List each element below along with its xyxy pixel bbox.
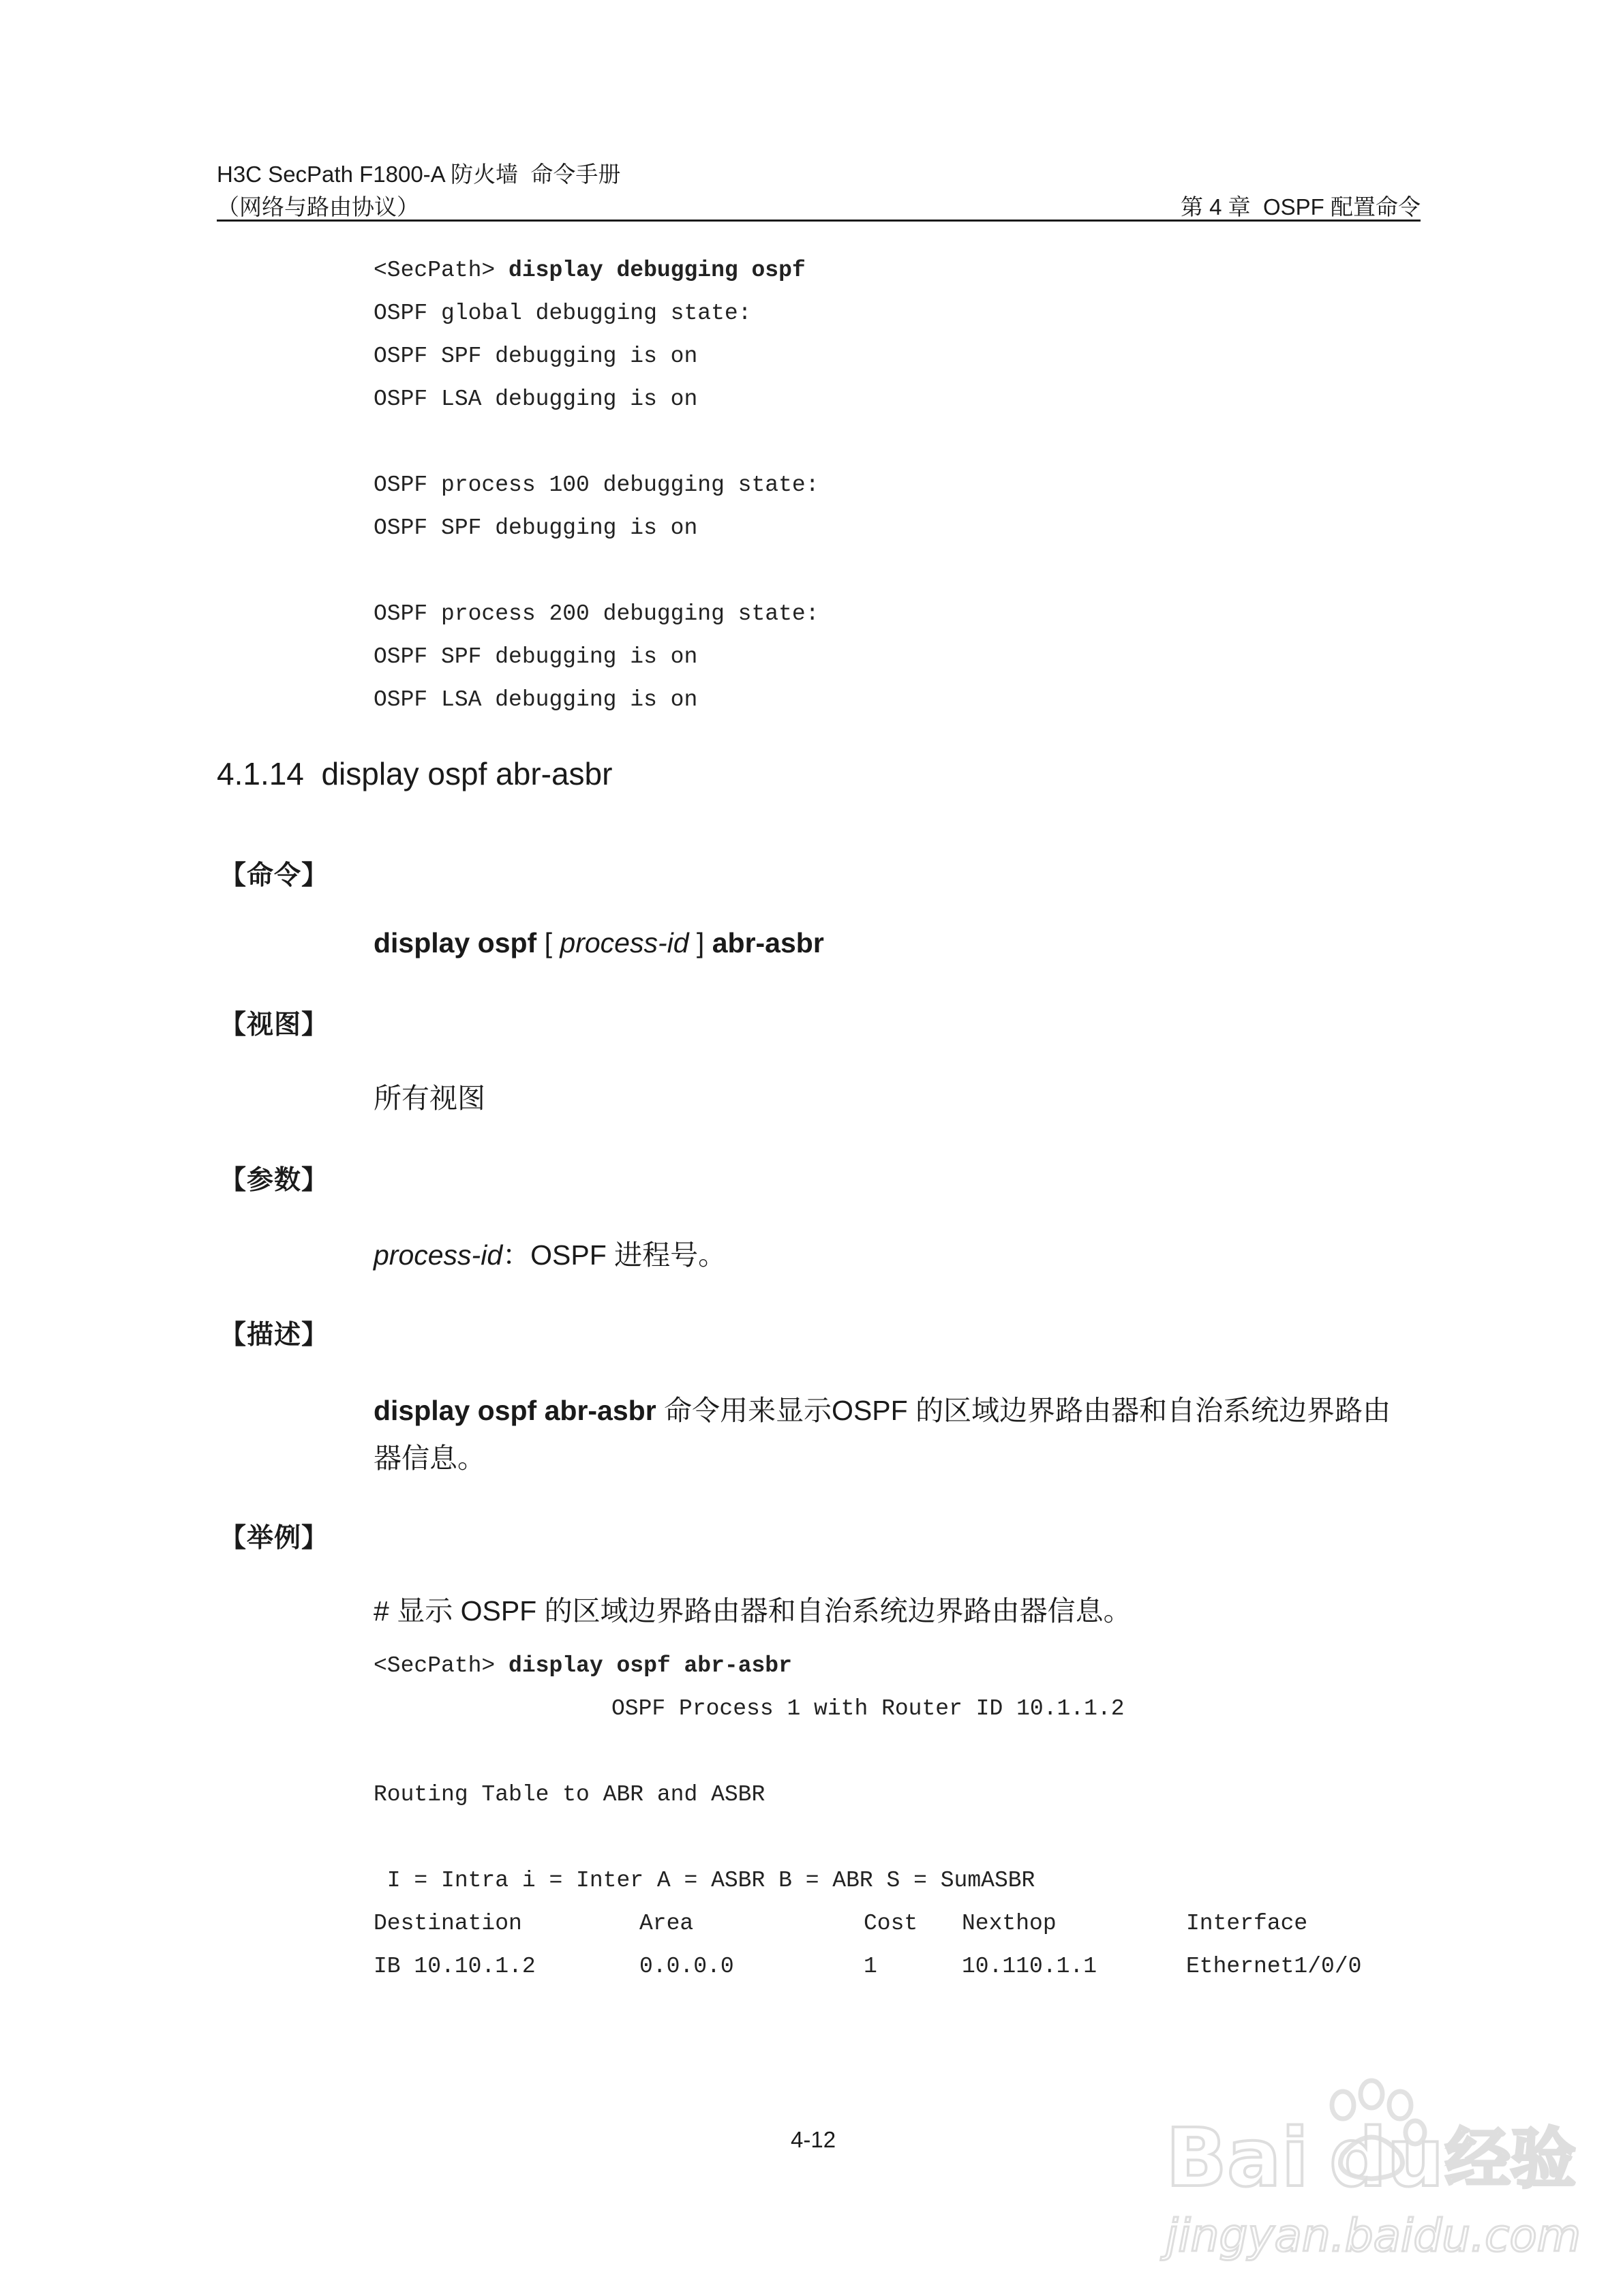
col-nexthop: Nexthop	[962, 1911, 1057, 1936]
desc-tag: 【描述】	[219, 1320, 329, 1350]
code-line: OSPF process 100 debugging state:	[374, 472, 819, 498]
code-prompt-line	[374, 258, 806, 283]
syntax-command: display ospf	[374, 927, 537, 958]
paw-logo-icon	[1159, 2059, 1595, 2277]
col-destination: Destination	[374, 1911, 522, 1936]
svg-text:经验: 经验	[1445, 2121, 1576, 2197]
param-name: process-id	[374, 1239, 503, 1271]
code-line: OSPF LSA debugging is on	[374, 687, 698, 712]
syntax-param: process-id	[560, 927, 689, 958]
routing-legend: I = Intra i = Inter A = ASBR B = ABR S = SumASBR	[374, 1868, 1035, 1893]
code-line: OSPF SPF debugging is on	[374, 515, 698, 541]
view-tag: 【视图】	[219, 1010, 329, 1040]
svg-text:jingyan.baidu.com: jingyan.baidu.com	[1166, 2209, 1581, 2262]
code-line: OSPF SPF debugging is on	[374, 344, 698, 369]
cell-area: 0.0.0.0	[639, 1954, 734, 1979]
svg-text:du: du	[1329, 2111, 1444, 2205]
code-line: OSPF SPF debugging is on	[374, 644, 698, 669]
syntax-bracket-open: [	[536, 927, 560, 958]
svg-text:Bai: Bai	[1166, 2111, 1309, 2205]
example-tag: 【举例】	[219, 1523, 329, 1554]
code-prompt: <SecPath>	[374, 258, 509, 283]
example-prompt-line	[374, 1653, 792, 1678]
params-tag: 【参数】	[219, 1165, 329, 1196]
cell-interface: Ethernet1/0/0	[1186, 1954, 1362, 1979]
params-text	[374, 1233, 726, 1273]
code-command: display ospf abr-asbr	[509, 1653, 792, 1678]
command-tag: 【命令】	[219, 860, 329, 891]
cell-cost: 1	[864, 1954, 877, 1979]
desc-line-1	[374, 1388, 1391, 1428]
desc-line-2: 器信息。	[374, 1442, 485, 1475]
chapter-title: 第 4 章 OSPF 配置命令	[1180, 194, 1421, 220]
col-area: Area	[639, 1911, 694, 1936]
code-line: OSPF LSA debugging is on	[374, 387, 698, 412]
syntax-bracket-close: ]	[688, 927, 712, 958]
code-prompt: <SecPath>	[374, 1653, 509, 1678]
baidu-jingyan-watermark	[1159, 2059, 1595, 2277]
code-line: OSPF process 200 debugging state:	[374, 601, 819, 626]
section-heading: 4.1.14 display ospf abr-asbr	[217, 756, 613, 791]
col-interface: Interface	[1186, 1911, 1308, 1936]
view-text: 所有视图	[374, 1082, 485, 1115]
code-line: OSPF global debugging state:	[374, 301, 752, 326]
desc-text: 命令用来显示OSPF 的区域边界路由器和自治系统边界路由	[656, 1395, 1391, 1426]
manual-title: H3C SecPath F1800-A 防火墙 命令手册	[217, 162, 621, 187]
col-cost: Cost	[864, 1911, 918, 1936]
example-comment: # 显示 OSPF 的区域边界路由器和自治系统边界路由器信息。	[374, 1595, 1132, 1627]
manual-subtitle: （网络与路由协议）	[217, 194, 419, 220]
param-desc: ：OSPF 进程号。	[502, 1239, 727, 1271]
code-command: display debugging ospf	[509, 258, 806, 283]
cell-nexthop: 10.110.1.1	[962, 1954, 1097, 1979]
header-rule	[217, 220, 1421, 222]
command-syntax	[374, 927, 824, 959]
desc-command: display ospf abr-asbr	[374, 1395, 656, 1426]
routing-table-title: Routing Table to ABR and ASBR	[374, 1782, 765, 1807]
process-line: OSPF Process 1 with Router ID 10.1.1.2	[611, 1696, 1125, 1721]
page-number: 4-12	[791, 2127, 836, 2152]
cell-destination: IB 10.10.1.2	[374, 1954, 536, 1979]
syntax-tail: abr-asbr	[712, 927, 824, 958]
